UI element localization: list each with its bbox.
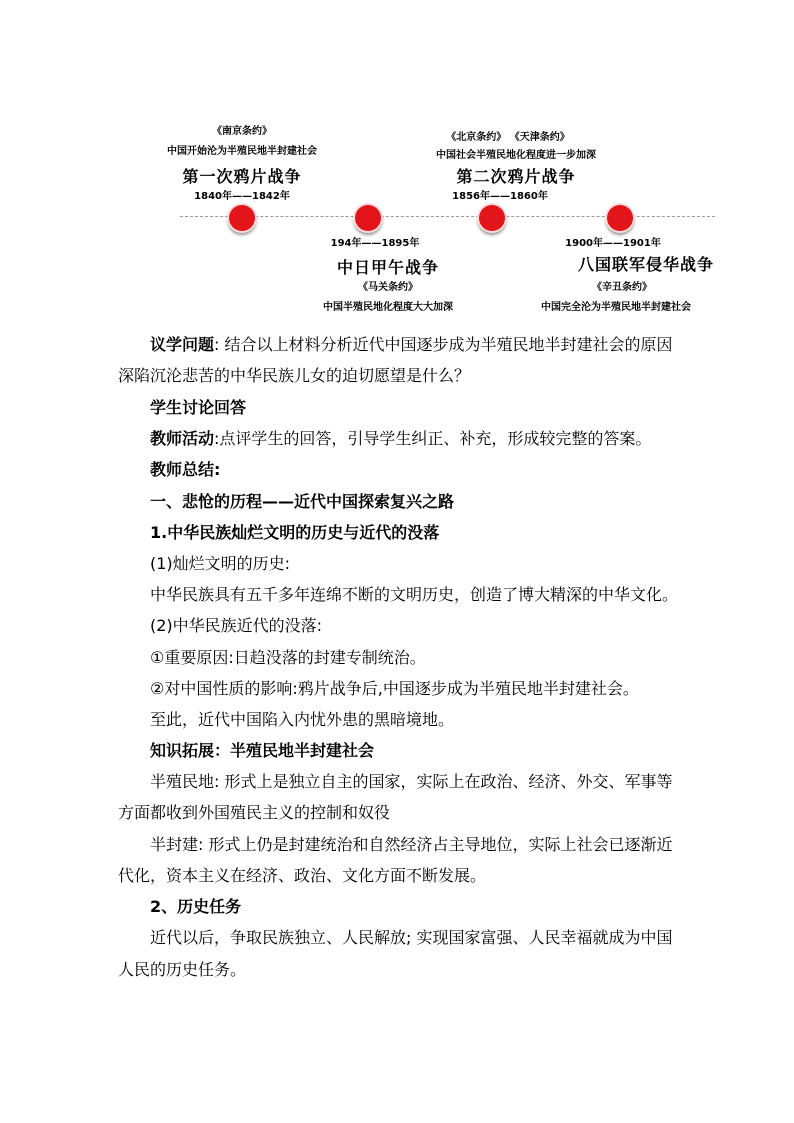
- event3-treaty: 《北京条约》 《天津条约》: [446, 132, 570, 143]
- decline-reason: ①重要原因:日趋没落的封建专制统治。: [150, 648, 426, 667]
- timeline-axis: [180, 216, 715, 217]
- decline-impact: ②对中国性质的影响:鸦片战争后,中国逐步成为半殖民地半封建社会。: [150, 679, 639, 698]
- discussion-question: [150, 330, 710, 360]
- semi-colonial-text-1: : 形式上是独立自主的国家，实际上在政治、经济、外交、军事等: [214, 772, 673, 791]
- event2-note: 中国半殖民地化程度大大加深: [323, 302, 453, 313]
- event4-treaty: 《辛丑条约》: [592, 282, 652, 293]
- knowledge-extension: 知识拓展：半殖民地半封建社会: [150, 741, 375, 760]
- history-timeline: [150, 112, 730, 317]
- event1-treaty: 《南京条约》: [212, 126, 272, 137]
- semi-feudal-text-1: : 形式上仍是封建统治和自然经济占主导地位，实际上社会已逐渐近: [198, 835, 673, 854]
- teacher-summary: 教师总结:: [150, 460, 221, 479]
- event1-war: 第一次鸦片战争: [182, 167, 302, 186]
- subheading-modern-decline: (2)中华民族近代的没落:: [150, 616, 323, 635]
- heading-2: 2、历史任务: [150, 897, 242, 916]
- event1-note: 中国开始沦为半殖民地半封建社会: [167, 146, 317, 157]
- event4-war: 八国联军侵华战争: [577, 255, 715, 274]
- subheading-glorious-history: (1)灿烂文明的历史:: [150, 554, 291, 573]
- semi-feudal-label: 半封建: [150, 835, 199, 854]
- decline-conclusion: 至此，近代中国陷入内忧外患的黑暗境地。: [150, 710, 455, 729]
- heading-1-1: 1.中华民族灿烂文明的历史与近代的没落: [150, 523, 440, 542]
- event2-treaty: 《马关条约》: [358, 282, 418, 293]
- semi-colonial-label: 半殖民地: [150, 772, 215, 791]
- teacher-activity-label: 教师活动: [150, 429, 215, 448]
- event3-years: 1856年——1860年: [452, 191, 548, 202]
- event4-years: 1900年——1901年: [565, 238, 661, 249]
- teacher-activity: [150, 424, 710, 454]
- event2-war: 中日甲午战争: [336, 258, 440, 277]
- semi-feudal-text-2: 代化，资本主义在经济、政治、文化方面不断发展。: [118, 866, 487, 885]
- student-discussion: 学生讨论回答: [150, 398, 247, 417]
- semi-colonial-definition: [150, 767, 710, 797]
- question-text-1: : 结合以上材料分析近代中国逐步成为半殖民地半封建社会的原因: [214, 335, 673, 354]
- glorious-history-text: 中华民族具有五千多年连绵不断的文明历史，创造了博大精深的中华文化。: [150, 585, 679, 604]
- teacher-activity-text: :点评学生的回答，引导学生纠正、补充，形成较完整的答案。: [214, 429, 652, 448]
- semi-feudal-definition: [150, 830, 710, 860]
- event1-years: 1840年——1842年: [194, 191, 290, 202]
- event1-marker: [229, 205, 255, 231]
- event4-note: 中国完全沦为半殖民地半封建社会: [541, 302, 691, 313]
- event3-marker: [479, 205, 505, 231]
- semi-colonial-text-2: 方面都收到外国殖民主义的控制和奴役: [118, 803, 391, 822]
- event3-war: 第二次鸦片战争: [456, 167, 576, 186]
- event4-marker: [607, 205, 633, 231]
- historical-task-2: 人民的历史任务。: [118, 960, 247, 979]
- event3-note: 中国社会半殖民地化程度进一步加深: [436, 150, 596, 161]
- question-text-2: 深陷沉沦悲苦的中华民族儿女的迫切愿望是什么？: [118, 366, 471, 385]
- question-label: 议学问题: [150, 335, 215, 354]
- historical-task-1: 近代以后，争取民族独立、人民解放; 实现国家富强、人民幸福就成为中国: [150, 928, 673, 947]
- heading-1: 一、悲怆的历程——近代中国探索复兴之路: [150, 492, 455, 511]
- event2-marker: [355, 205, 381, 231]
- event2-years: 194年——1895年: [330, 238, 420, 249]
